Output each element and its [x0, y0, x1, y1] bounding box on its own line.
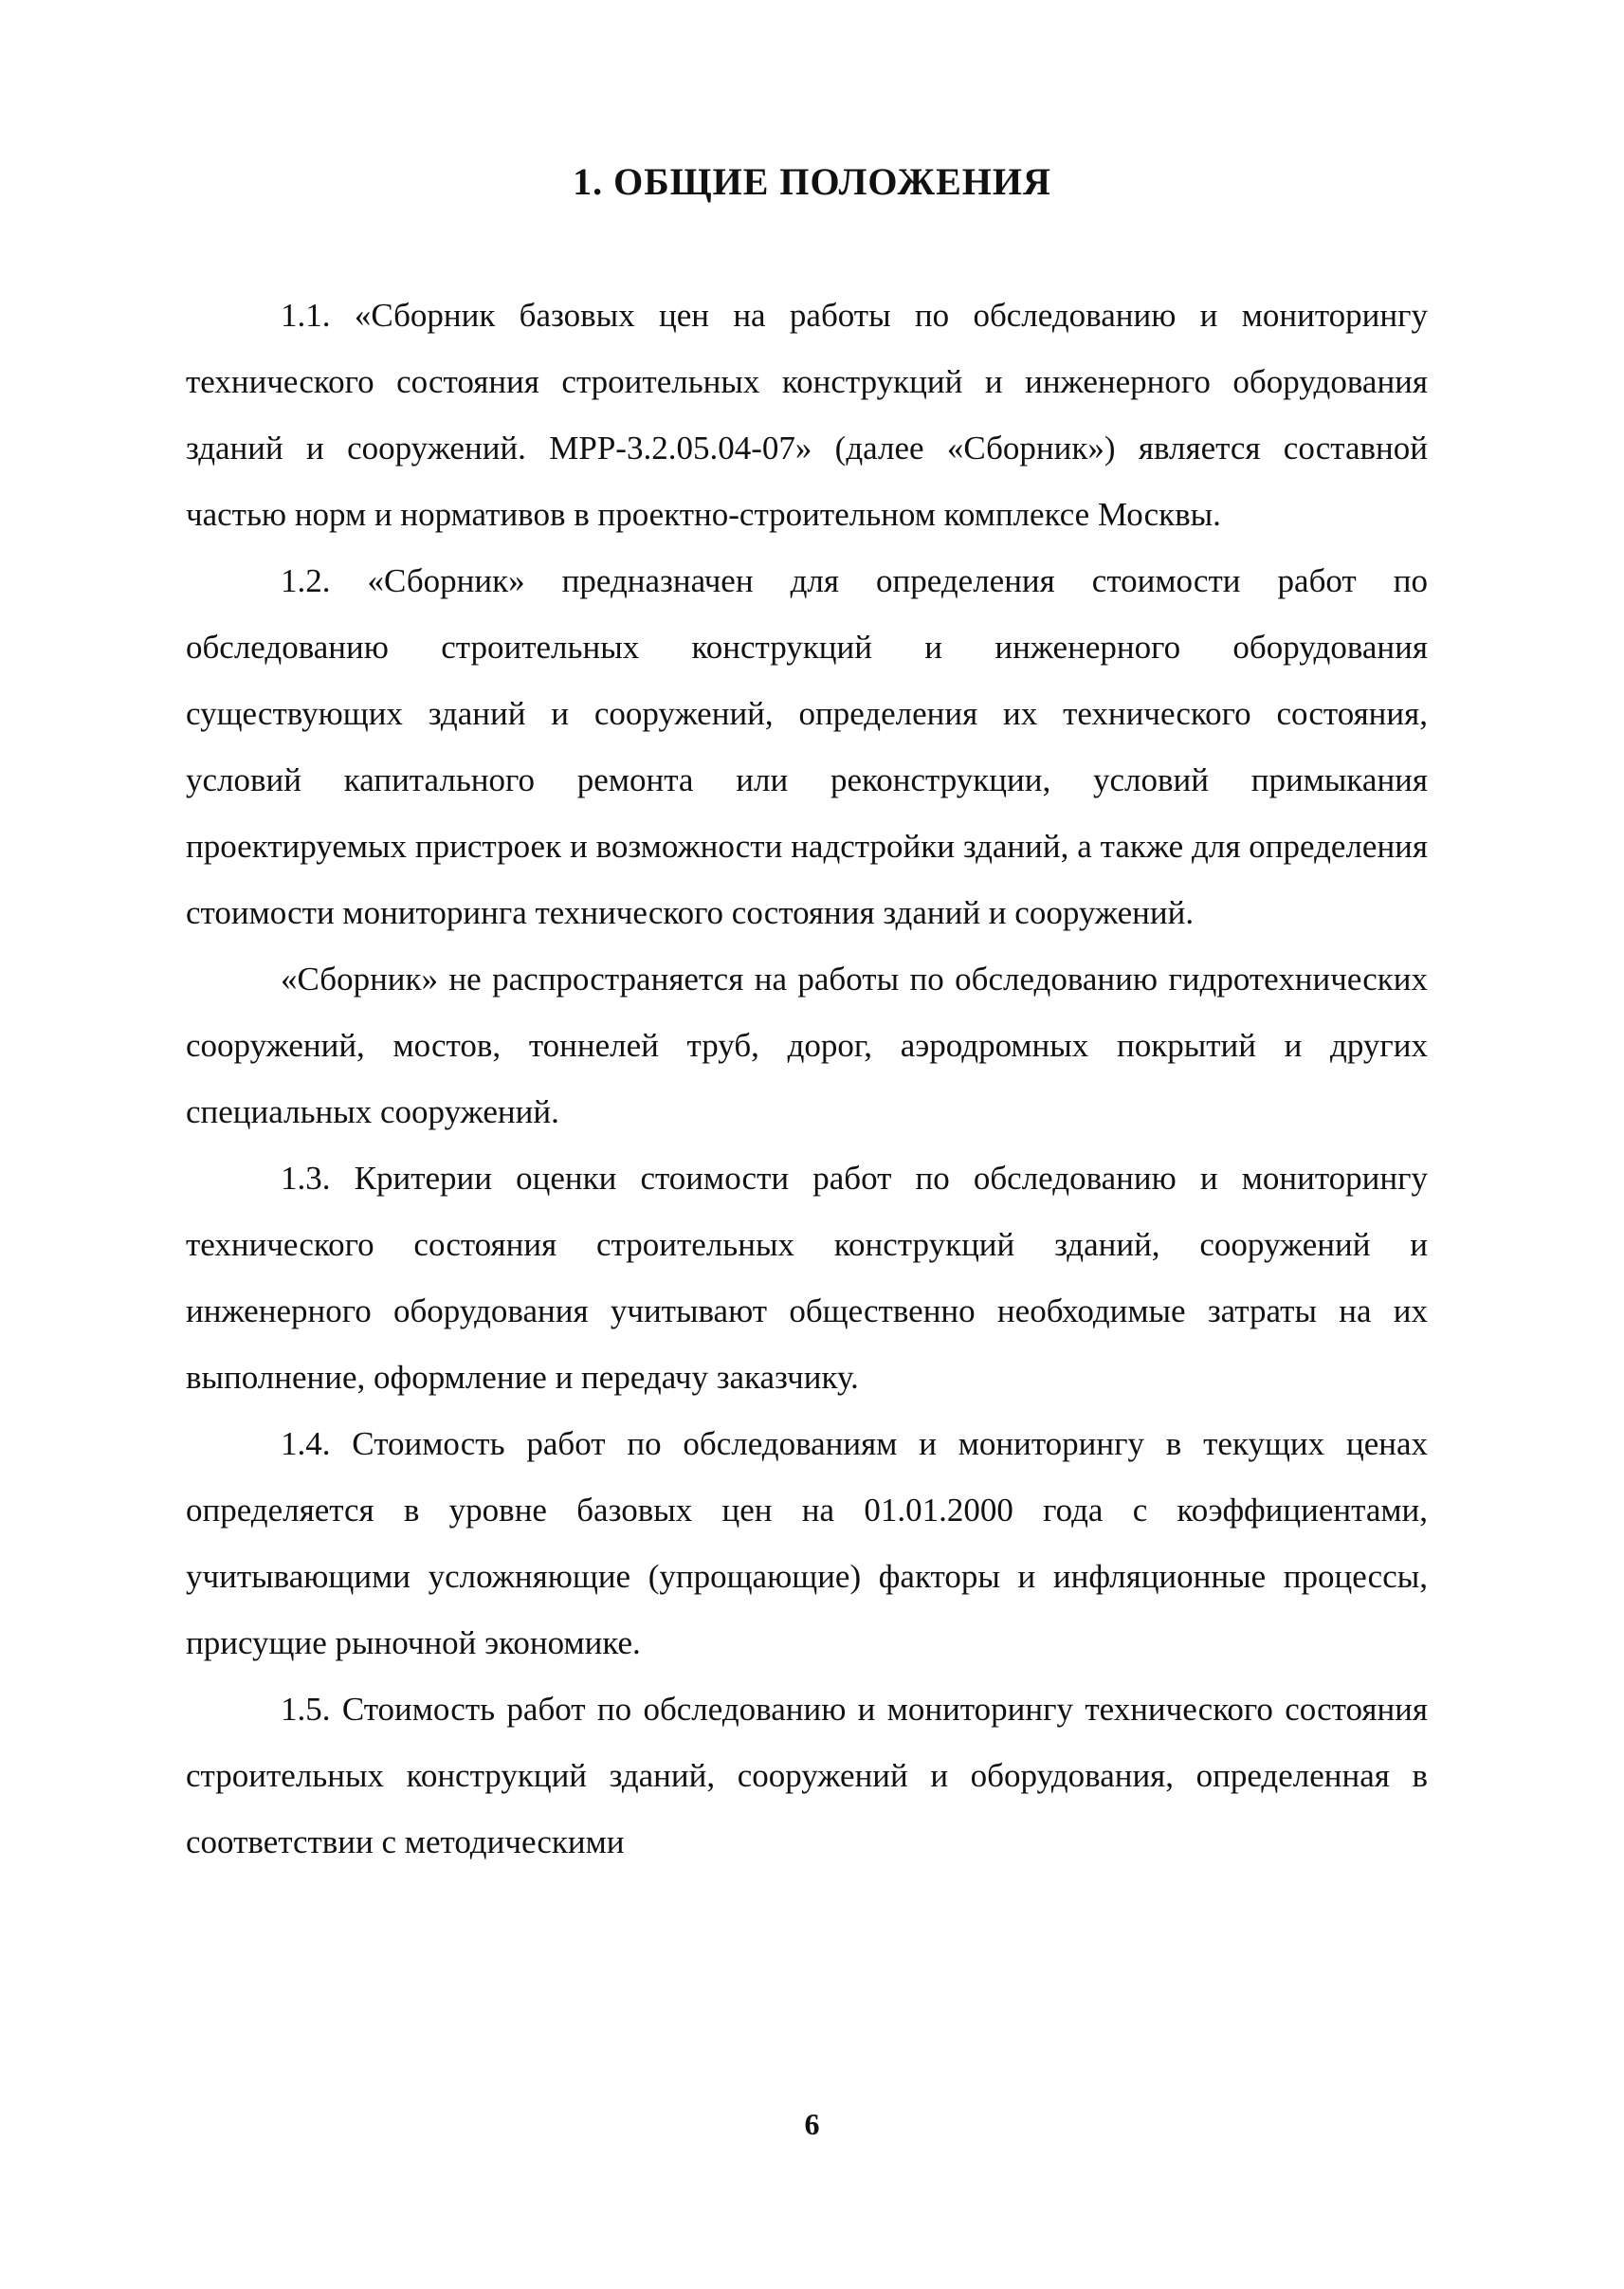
paragraph-scope-note: «Сборник» не распространяется на работы по обследованию гидротехнических сооружений, мостов, тоннелей труб, дорог, аэродромных покрытий и других специальных сооружений.: [186, 961, 1428, 1130]
paragraph-1-2: 1.2. «Сборник» предназначен для определения стоимости работ по обследованию строительных конструкций и инженерного оборудования существующих зданий и сооружений, определения их технического состояния, условий капитального ремонта или реконструкции, условий примыкания проектируемых пристроек и возможности надстройки зданий, а также для определения стоимости мониторинга технического состояния зданий и сооружений.: [186, 562, 1428, 931]
paragraph-1-5: 1.5. Стоимость работ по обследованию и мониторингу технического состояния строительных конструкций зданий, сооружений и оборудования, определенная в соответствии с методическими: [186, 1691, 1428, 1860]
paragraph-1-1: 1.1. «Сборник базовых цен на работы по обследованию и мониторингу технического состояния строительных конструкций и инженерного оборудования зданий и сооружений. МРР-3.2.05.04-07» (далее «Сборник») является составной частью норм и нормативов в проектно-строительном комплексе Москвы.: [186, 297, 1428, 533]
section-title: 1. ОБЩИЕ ПОЛОЖЕНИЯ: [573, 160, 1051, 203]
page-number: 6: [804, 2107, 820, 2141]
body-text: [186, 283, 1428, 1876]
paragraph-1-3: 1.3. Критерии оценки стоимости работ по обследованию и мониторингу технического состояния строительных конструкций зданий, сооружений и инженерного оборудования учитывают общественно необходимые затраты на их выполнение, оформление и передачу заказчику.: [186, 1160, 1428, 1396]
paragraph-1-4: 1.4. Стоимость работ по обследованиям и мониторингу в текущих ценах определяется в уровне базовых цен на 01.01.2000 года с коэффициентами, учитывающими усложняющие (упрощающие) факторы и инфляционные процессы, присущие рыночной экономике.: [186, 1425, 1428, 1661]
